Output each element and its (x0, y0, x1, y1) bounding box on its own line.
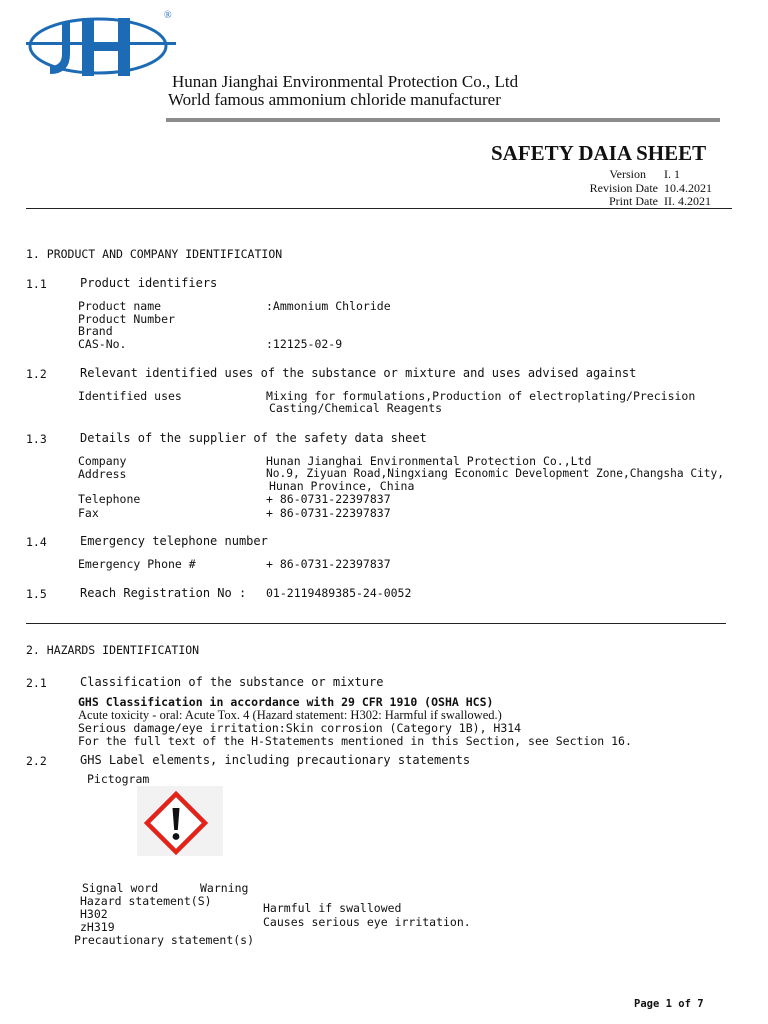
signal-word-label: Signal word (82, 881, 159, 895)
acute-toxicity-text: Acute toxicity - oral: Acute Tox. 4 (Hazard statement: H302: Harmful if swallowed.) (78, 708, 502, 722)
h319-code: zH319 (80, 920, 115, 934)
address-line-2: Hunan Province, China (269, 479, 415, 493)
product-name-label: Product name (78, 299, 162, 313)
section-1-1-title: Product identifiers (80, 276, 218, 290)
section-1-1-number: 1.1 (26, 277, 47, 291)
address-label: Address (78, 467, 127, 481)
section-2-heading: 2. HAZARDS IDENTIFICATION (26, 643, 200, 657)
exclamation-mark-pictogram-icon (137, 786, 223, 856)
section-1-5-number: 1.5 (26, 587, 47, 601)
emergency-phone-value: + 86-0731-22397837 (266, 557, 391, 571)
section-2-2-title: GHS Label elements, including precautionary statements (80, 753, 471, 767)
h319-text: Causes serious eye irritation. (263, 915, 471, 929)
company-tagline: World famous ammonium chloride manufacturer (168, 90, 501, 109)
header-divider (166, 118, 720, 122)
pictogram-label: Pictogram (87, 772, 150, 786)
reach-registration-value: 01-2119489385-24-0052 (266, 586, 412, 600)
revision-date-label: Revision Date (589, 181, 658, 195)
product-number-label: Product Number (78, 312, 175, 326)
h302-text: Harmful if swallowed (263, 901, 402, 915)
company-value: Hunan Jianghai Environmental Protection Co.,Ltd (266, 454, 592, 468)
signal-word-value: Warning (200, 881, 249, 895)
section-1-heading: 1. PRODUCT AND COMPANY IDENTIFICATION (26, 247, 283, 261)
address-line-1: No.9, Ziyuan Road,Ningxiang Economic Development Zone,Changsha City, (266, 467, 725, 480)
identified-uses-line-2: Casting/Chemical Reagents (269, 401, 443, 415)
cas-number-label: CAS-No. (78, 337, 127, 351)
hazard-statements-label: Hazard statement(S) (80, 894, 212, 908)
section-1-3-number: 1.3 (26, 432, 47, 446)
company-label: Company (78, 454, 127, 468)
ghs-classification-title: GHS Classification in accordance with 29 CFR 1910 (OSHA HCS) (78, 695, 494, 709)
pictogram-box (137, 786, 223, 856)
section-divider (26, 623, 726, 624)
version-label: Version (609, 167, 646, 181)
registered-mark: ® (164, 10, 172, 21)
brand-label: Brand (78, 324, 113, 338)
h302-code: H302 (80, 907, 108, 921)
title-divider (26, 208, 732, 209)
telephone-value: + 86-0731-22397837 (266, 492, 391, 506)
fax-label: Fax (78, 506, 99, 520)
section-1-4-number: 1.4 (26, 535, 47, 549)
product-name-value: :Ammonium Chloride (266, 299, 391, 313)
section-2-1-number: 2.1 (26, 676, 47, 690)
section-1-2-title: Relevant identified uses of the substance or mixture and uses advised against (80, 366, 637, 380)
document-title: SAFETY DAIA SHEET (491, 141, 707, 165)
section-1-5-title: Reach Registration No : (80, 586, 247, 600)
revision-date-value: 10.4.2021 (664, 181, 712, 195)
serious-damage-text: Serious damage/eye irritation:Skin corrosion (Category 1B), H314 (78, 721, 522, 735)
identified-uses-label: Identified uses (78, 389, 182, 403)
company-logo (26, 14, 176, 80)
cas-number-value: :12125-02-9 (266, 337, 343, 351)
section-2-1-title: Classification of the substance or mixture (80, 675, 384, 689)
print-date-label: Print Date (609, 194, 658, 208)
full-text-reference: For the full text of the H-Statements mentioned in this Section, see Section 16. (78, 734, 632, 748)
print-date-value: II. 4.2021 (664, 194, 711, 208)
version-value: I. 1 (664, 167, 680, 181)
section-1-4-title: Emergency telephone number (80, 534, 268, 548)
page-number: Page 1 of 7 (634, 998, 704, 1010)
identified-uses-line-1: Mixing for formulations,Production of electroplating/Precision (266, 389, 696, 403)
company-name: Hunan Jianghai Environmental Protection Co., Ltd (172, 72, 519, 91)
telephone-label: Telephone (78, 492, 141, 506)
section-1-3-title: Details of the supplier of the safety data sheet (80, 431, 427, 445)
fax-value: + 86-0731-22397837 (266, 506, 391, 520)
emergency-phone-label: Emergency Phone # (78, 557, 196, 571)
section-1-2-number: 1.2 (26, 367, 47, 381)
precautionary-statements-label: Precautionary statement(s) (74, 933, 255, 947)
section-2-2-number: 2.2 (26, 754, 47, 768)
